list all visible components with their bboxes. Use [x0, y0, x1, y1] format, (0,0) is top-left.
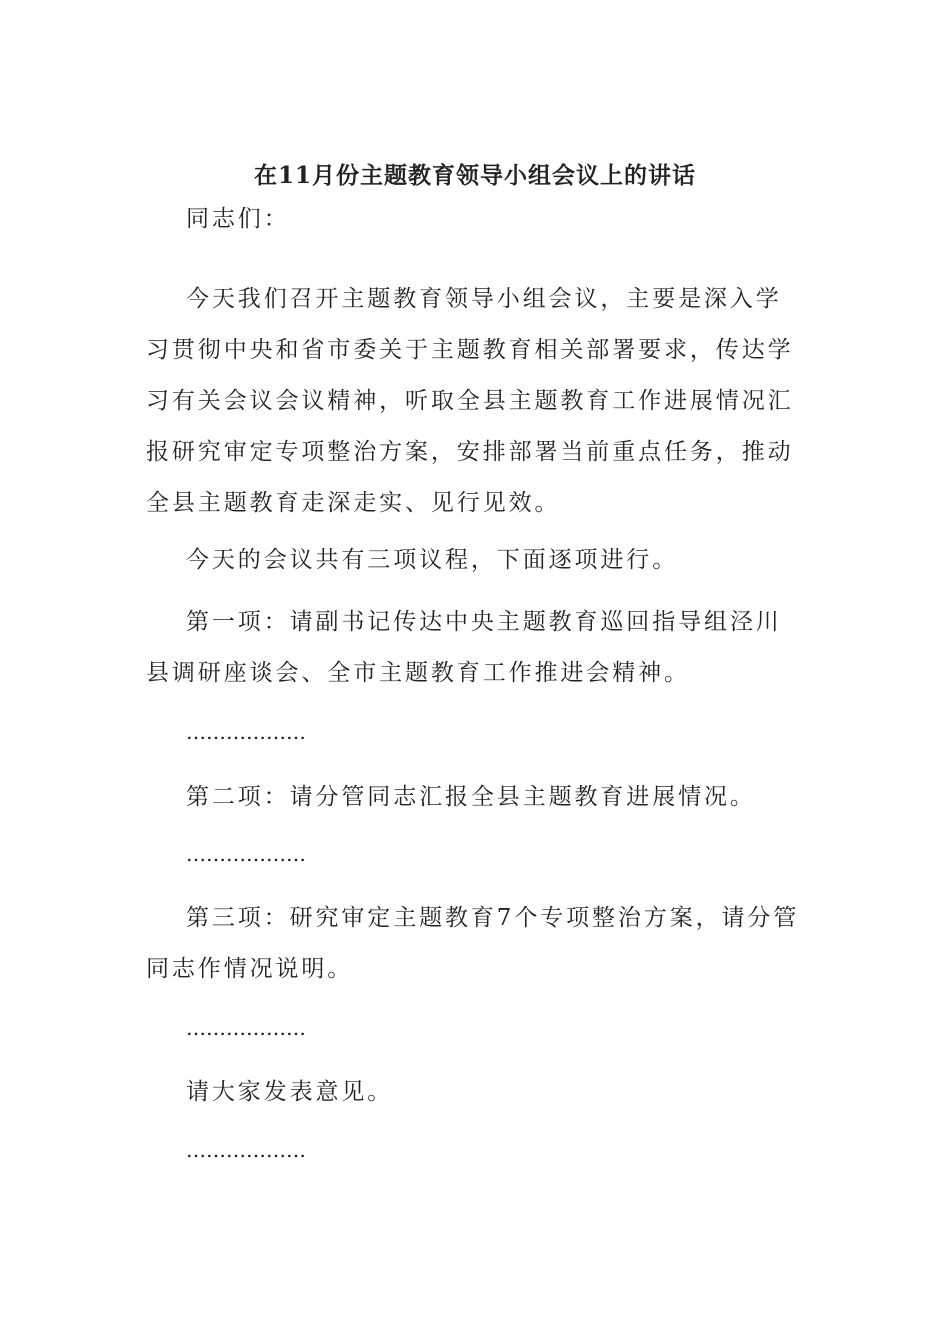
- document-title: 在11月份主题教育领导小组会议上的讲话: [253, 162, 696, 189]
- paragraph-item-three: 第三项：研究审定主题教育7个专项整治方案，请分管同志作情况说明。: [146, 905, 800, 982]
- ellipsis-3: ………………: [186, 1016, 306, 1040]
- greeting: 同志们：: [186, 206, 290, 232]
- paragraph-agenda-intro: 今天的会议共有三项议程，下面逐项进行。: [186, 547, 679, 573]
- ellipsis-1: ………………: [186, 720, 306, 744]
- paragraph-opening: 今天我们召开主题教育领导小组会议，主要是深入学习贯彻中央和省市委关于主题教育相关部署要求，传达学习有关会议会议精神，听取全县主题教育工作进展情况汇报研究审定专项整治方案，安排部署当前重点任务，推动全县主题教育走深走实、见行见效。: [146, 286, 794, 516]
- paragraph-request-opinions: 请大家发表意见。: [186, 1079, 394, 1105]
- ellipsis-2: ………………: [186, 842, 306, 866]
- paragraph-item-one: 第一项：请副书记传达中央主题教育巡回指导组泾川县调研座谈会、全市主题教育工作推进会精神。: [146, 609, 782, 686]
- paragraph-item-two: 第二项：请分管同志汇报全县主题教育进展情况。: [186, 784, 756, 810]
- ellipsis-4: ………………: [186, 1138, 306, 1162]
